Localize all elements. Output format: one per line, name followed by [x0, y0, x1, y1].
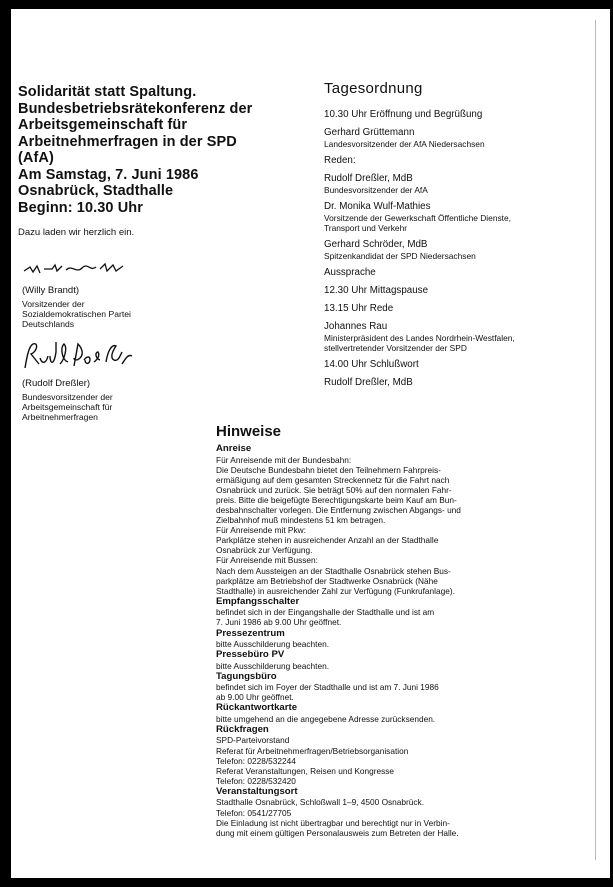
title-line: Osnabrück, Stadthalle — [18, 183, 174, 199]
agenda-item-primary: 12.30 Uhr Mittagspause — [324, 285, 429, 296]
agenda-item-primary: Gerhard Schröder, MdB — [324, 239, 428, 250]
notes-section — [216, 725, 476, 786]
notes-section — [216, 787, 476, 838]
agenda-item — [324, 173, 594, 195]
notes-section-heading: Empfangsschalter — [216, 595, 300, 607]
notes-section-body: Stadthalle Osnabrück, Schloßwall 1–9, 4500 Osnabrück. Telefon: 0541/27705 Die Einladung ist nicht übertragbar und berechtigt nur in Verbin- dung mit einem gültigen Personalausweis zum Betreten der Halle. — [216, 797, 459, 838]
agenda-item — [324, 303, 594, 315]
agenda-item-secondary: Spitzenkandidat der SPD Niedersachsen — [324, 251, 476, 261]
notes-section-heading: Pressebüro PV — [216, 649, 285, 661]
agenda-list — [324, 109, 594, 389]
signer-role-line: Vorsitzender der — [22, 299, 85, 309]
agenda-item-primary: 14.00 Uhr Schlußwort — [324, 359, 419, 370]
notes-section-body: SPD-Parteivorstand Referat für Arbeitnehmerfragen/Betriebsorganisation Telefon: 0228/532244 Referat Veranstaltungen, Reisen und Kongresse Telefon: 0228/532420 — [216, 735, 409, 786]
title-line: (AfA) — [18, 150, 54, 166]
signer-dressler — [22, 379, 113, 422]
scan-border-top — [0, 0, 613, 9]
agenda-item-primary: Dr. Monika Wulf-Mathies — [324, 201, 431, 212]
signer-role-line: Bundesvorsitzender der — [22, 392, 113, 402]
event-title — [18, 84, 318, 216]
signer-role-line: Deutschlands — [22, 319, 75, 329]
agenda-title: Tagesordnung — [324, 80, 423, 97]
agenda-item — [324, 267, 594, 279]
notes-section-body: Für Anreisende mit der Bundesbahn: Die Deutsche Bundesbahn bietet den Teilnehmern Fahrpreis- ermäßigung auf dem gesamten Streckennetz für die Fahrt nach Osnabrück und zurück. Sie beträgt 50% auf den normalen Fahr- preis. Bitte die beigefügte Berechtigungskarte beim Kauf am Bun- desbahnschalter vorlegen. Die Entfernung zwischen Abgangs- und Zielbahnhof muß mindestens 51 km betragen. Für Anreisende mit Pkw: Parkplätze stehen in ausreichender Anzahl an der Stadthalle Osnabrück zur Verfügung. Für Anreisende mit Bussen: Nach dem Aussteigen an der Stadthalle Osnabrück stehen Bus- parkplätze am Betriebshof der Stadtwerke Osnabrück (Nähe Stadthalle) in ausreichender Zahl zur Verfügung (Funkrufanlage). — [216, 454, 461, 596]
agenda — [324, 80, 594, 395]
agenda-item-primary: Aussprache — [324, 267, 376, 278]
signer-brandt — [22, 286, 131, 329]
agenda-item-secondary: Ministerpräsident des Landes Nordrhein-Westfalen, — [324, 333, 515, 343]
notes-section — [216, 672, 476, 703]
signer-name: (Rudolf Dreßler) — [22, 378, 91, 389]
notes-section-body: befindet sich in der Eingangshalle der Stadthalle und ist am 7. Juni 1986 ab 9.00 Uhr geöffnet. — [216, 607, 435, 628]
notes-list — [216, 444, 476, 838]
agenda-item-secondary: Vorsitzende der Gewerkschaft Öffentliche Dienste, — [324, 213, 511, 223]
title-line: Bundesbetriebsrätekonferenz der — [18, 100, 253, 117]
agenda-item-primary: Johannes Rau — [324, 321, 388, 332]
signer-name: (Willy Brandt) — [22, 285, 80, 296]
notes-section-heading: Veranstaltungsort — [216, 785, 298, 797]
agenda-item-secondary: Transport und Verkehr — [324, 223, 408, 233]
agenda-item-primary: Reden: — [324, 155, 356, 166]
title-line: Am Samstag, 7. Juni 1986 — [18, 166, 199, 183]
invitation-text: Dazu laden wir herzlich ein. — [18, 227, 135, 238]
notes-section-body: bitte umgehend an die angegebene Adresse zurücksenden. — [216, 713, 436, 724]
agenda-item — [324, 127, 594, 149]
notes-section-body: bitte Ausschilderung beachten. — [216, 639, 330, 649]
title-line: Beginn: 10.30 Uhr — [18, 199, 143, 216]
agenda-item-primary: 10.30 Uhr Eröffnung und Begrüßung — [324, 109, 483, 120]
notes-section-heading: Pressezentrum — [216, 627, 285, 639]
agenda-item — [324, 239, 594, 261]
agenda-item-primary: Rudolf Dreßler, MdB — [324, 377, 413, 388]
notes-section-heading: Tagungsbüro — [216, 670, 277, 682]
notes-title: Hinweise — [216, 423, 282, 440]
agenda-item-secondary: stellvertretender Vorsitzender der SPD — [324, 343, 467, 353]
notes-section-heading: Rückantwortkarte — [216, 702, 298, 714]
agenda-item — [324, 201, 594, 233]
signature-brandt — [22, 259, 132, 279]
scan-border-bottom — [0, 878, 613, 887]
title-line: Arbeitsgemeinschaft für — [18, 117, 188, 133]
notes-section — [216, 703, 476, 724]
agenda-item — [324, 377, 594, 389]
scan-edge-line — [595, 20, 596, 860]
notes-section — [216, 650, 476, 671]
invitation-block — [18, 84, 318, 238]
signature-dressler — [22, 338, 137, 374]
agenda-item-primary: Rudolf Dreßler, MdB — [324, 173, 413, 184]
notes-section — [216, 629, 476, 650]
agenda-item — [324, 359, 594, 371]
agenda-item — [324, 321, 594, 353]
scan-border-left — [0, 0, 11, 887]
notes-section-heading: Anreise — [216, 443, 252, 454]
notes-section-body: befindet sich im Foyer der Stadthalle und ist am 7. Juni 1986 ab 9.00 Uhr geöffnet. — [216, 682, 439, 703]
agenda-item — [324, 109, 594, 121]
notes-section — [216, 444, 476, 596]
notes-section-heading: Rückfragen — [216, 723, 269, 735]
signer-role-line: Arbeitsgemeinschaft für — [22, 402, 113, 412]
title-line: Solidarität statt Spaltung. — [18, 84, 197, 100]
title-line: Arbeitnehmerfragen in der SPD — [18, 133, 237, 150]
agenda-item — [324, 285, 594, 297]
agenda-item-primary: Gerhard Grüttemann — [324, 127, 415, 138]
notes-section — [216, 597, 476, 628]
agenda-item-secondary: Bundesvorsitzender der AfA — [324, 185, 428, 195]
signer-role-line: Arbeitnehmerfragen — [22, 412, 98, 422]
notes-section-body: bitte Ausschilderung beachten. — [216, 660, 330, 671]
agenda-item-secondary: Landesvorsitzender der AfA Niedersachsen — [324, 139, 485, 149]
agenda-item-primary: 13.15 Uhr Rede — [324, 303, 394, 314]
agenda-item — [324, 155, 594, 167]
signer-role-line: Sozialdemokratischen Partei — [22, 309, 131, 319]
notes — [216, 423, 476, 839]
